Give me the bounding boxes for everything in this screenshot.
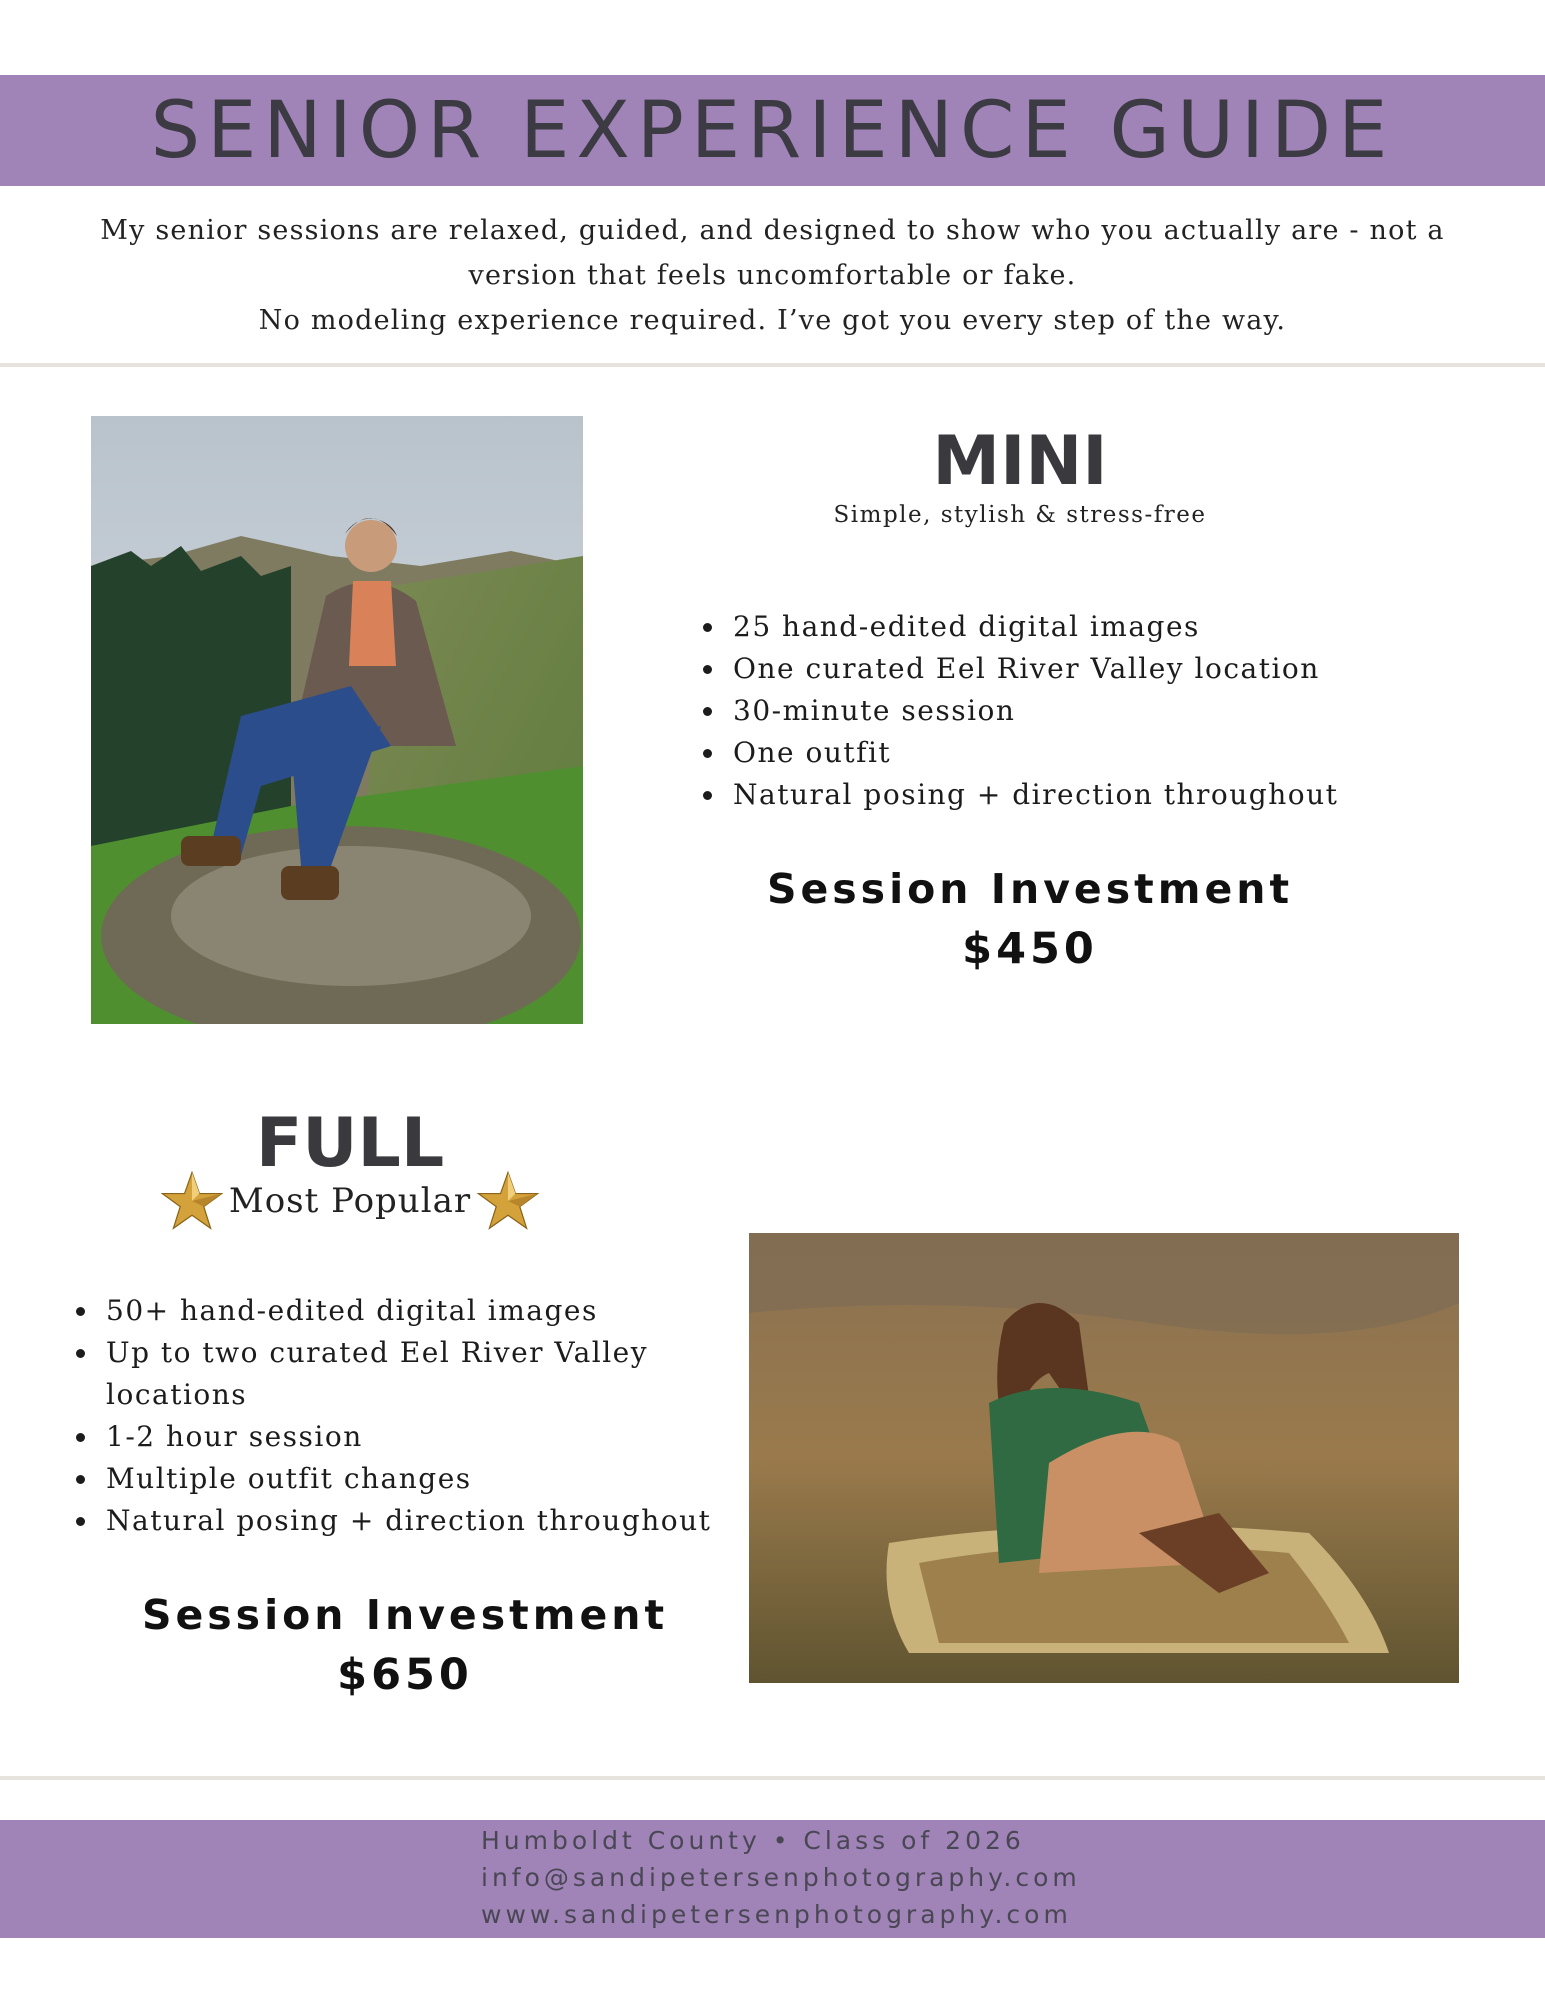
- mini-session-photo: [91, 416, 583, 1024]
- list-item: • One curated Eel River Valley location: [727, 648, 1387, 690]
- list-item: • Multiple outfit changes: [100, 1458, 750, 1500]
- footer-contact: [481, 1822, 1081, 1933]
- header-band: [0, 75, 1545, 186]
- mini-feature-list: [697, 606, 1387, 816]
- full-investment: [105, 1585, 705, 1705]
- intro-line: No modeling experience required. I’ve got you every step of the way.: [258, 305, 1287, 336]
- full-feature-list: [70, 1290, 750, 1542]
- divider: [0, 363, 1545, 367]
- most-popular-badge: [145, 1170, 555, 1232]
- full-price: $650: [337, 1650, 473, 1700]
- full-session-photo: [749, 1233, 1459, 1683]
- footer-email-link[interactable]: info@sandipetersenphotography.com: [481, 1863, 1081, 1892]
- mini-title: MINI: [932, 422, 1108, 501]
- list-item: • 30-minute session: [727, 690, 1387, 732]
- page-title: SENIOR EXPERIENCE GUIDE: [150, 85, 1395, 176]
- list-item: • Up to two curated Eel River Valley locations: [100, 1332, 666, 1416]
- intro-line: version that feels uncomfortable or fake.: [468, 260, 1077, 291]
- full-title: FULL: [255, 1104, 445, 1183]
- intro-line: My senior sessions are relaxed, guided, and designed to show who you actually are - not a: [100, 215, 1445, 246]
- mini-price: $450: [962, 924, 1098, 974]
- investment-label: Session Investment: [766, 865, 1294, 913]
- mini-subtitle: Simple, stylish & stress-free: [833, 502, 1207, 528]
- list-item: • Natural posing + direction throughout: [100, 1500, 750, 1542]
- list-item: • 25 hand-edited digital images: [727, 606, 1387, 648]
- list-item: • Natural posing + direction throughout: [727, 774, 1387, 816]
- footer-location: Humboldt County • Class of 2026: [481, 1826, 1025, 1855]
- list-item: • 1-2 hour session: [100, 1416, 750, 1458]
- star-icon: [477, 1170, 539, 1232]
- mini-investment: [730, 859, 1330, 979]
- list-item: • One outfit: [727, 732, 1387, 774]
- star-icon: [161, 1170, 223, 1232]
- intro-text: [40, 208, 1505, 343]
- footer-website-link[interactable]: www.sandipetersenphotography.com: [481, 1900, 1072, 1929]
- most-popular-label: Most Popular: [228, 1181, 472, 1221]
- divider: [0, 1776, 1545, 1780]
- list-item: • 50+ hand-edited digital images: [100, 1290, 750, 1332]
- investment-label: Session Investment: [141, 1591, 669, 1639]
